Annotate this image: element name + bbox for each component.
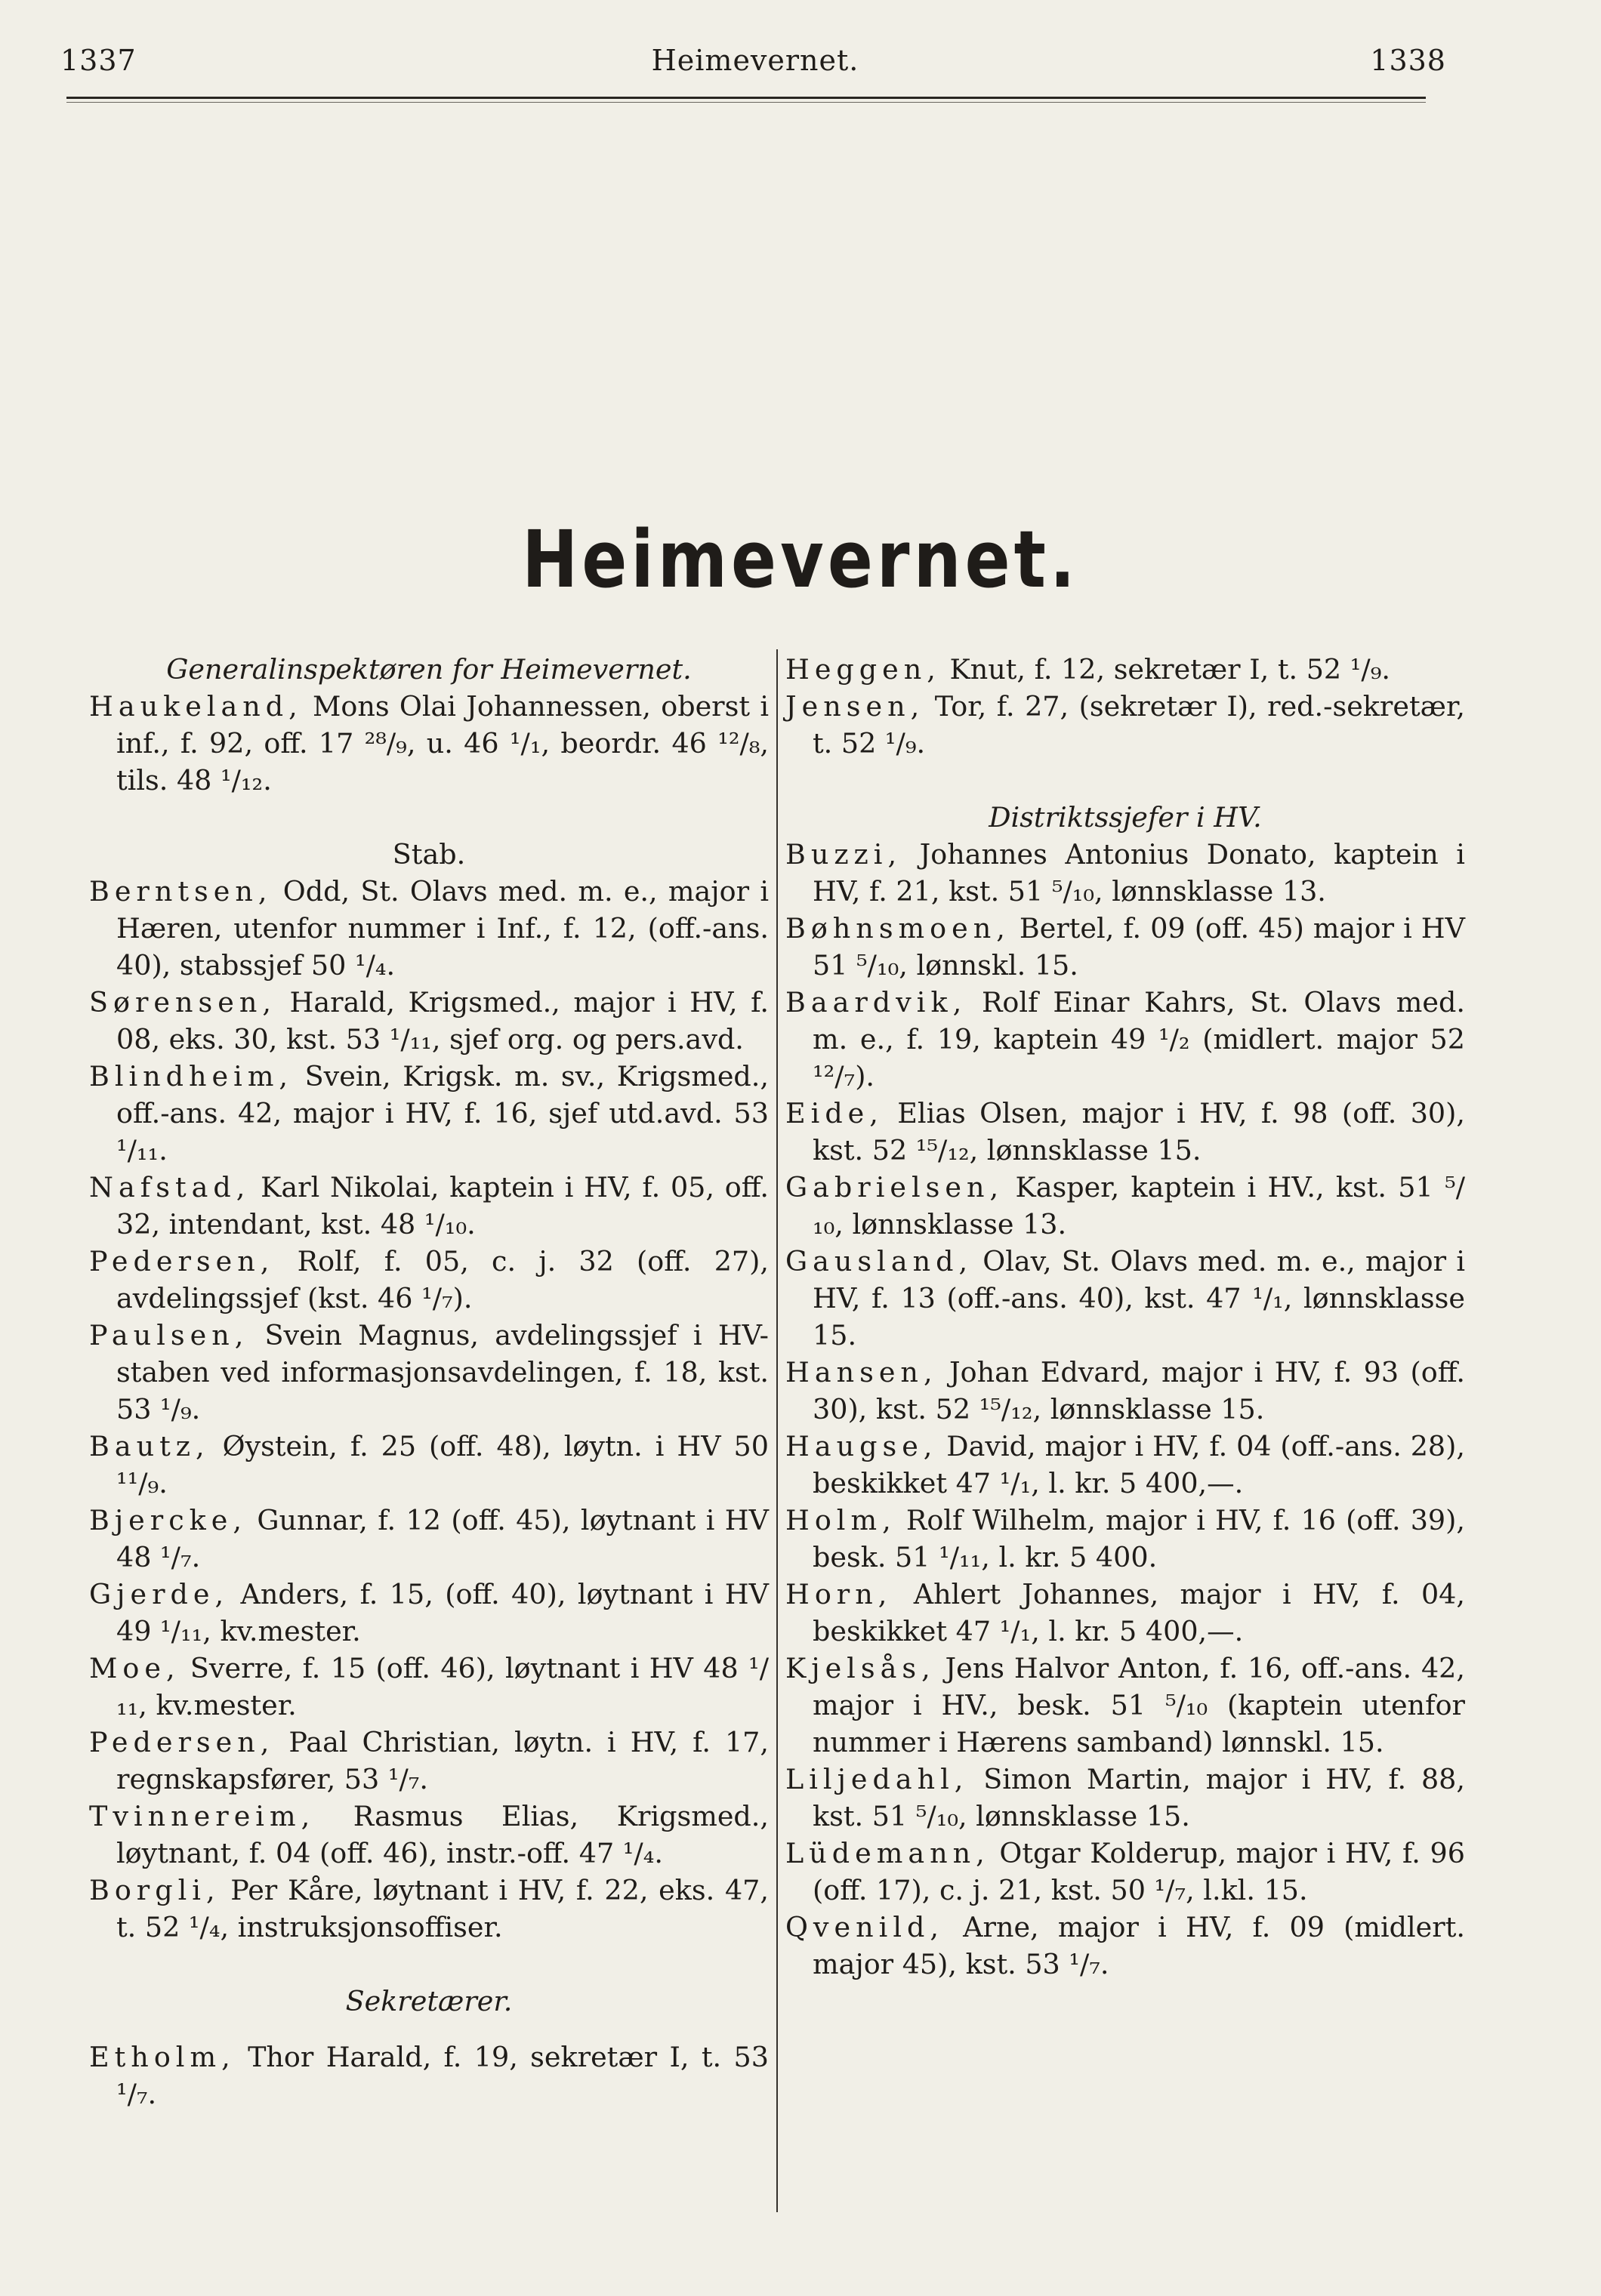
entry-text: Harald, Krigsmed., major i HV, f. 08, eks. 30, kst. 53 ¹/₁₁, sjef org. og pers.avd. — [116, 986, 769, 1056]
entry-text: Knut, f. 12, sekretær I, t. 52 ¹/₉. — [940, 653, 1390, 686]
entry-name: Tvinnereim, — [89, 1800, 316, 1832]
entry — [785, 1169, 1465, 1243]
entry-text: Gunnar, f. 12 (off. 45), løytnant i HV 48 ¹/₇. — [116, 1504, 769, 1573]
entry-text: Karl Nikolai, kaptein i HV, f. 05, off. 32, intendant, kst. 48 ¹/₁₀. — [116, 1171, 769, 1240]
entry — [785, 651, 1465, 688]
entry-name: Gjerde, — [89, 1578, 230, 1610]
right-page-number: 1338 — [1370, 44, 1446, 77]
entry-name: Pedersen, — [89, 1726, 275, 1758]
entry-text: Otgar Kolderup, major i HV, f. 96 (off. 17), c. j. 21, kst. 50 ¹/₇, l.kl. 15. — [813, 1837, 1465, 1906]
entry-name: Kjelsås, — [785, 1652, 936, 1684]
entry — [785, 688, 1465, 762]
entry — [89, 1798, 769, 1872]
entry-name: Bøhnsmoen, — [785, 912, 1010, 945]
entry-text: Paal Christian, løytn. i HV, f. 17, regnskapsfører, 53 ¹/₇. — [116, 1726, 769, 1795]
entry-name: Etholm, — [89, 2041, 236, 2073]
entry — [785, 984, 1465, 1095]
entry-text: Johannes Antonius Donato, kaptein i HV, f. 21, kst. 51 ⁵/₁₀, lønnsklasse 13. — [813, 838, 1465, 908]
entry — [89, 688, 769, 799]
left-column — [89, 651, 769, 2113]
entry-name: Haugse, — [785, 1430, 938, 1462]
section-heading-sekretaerer: Sekretærer. — [345, 1985, 513, 2017]
entry — [89, 1872, 769, 1946]
entry — [89, 1650, 769, 1724]
entry-text: Rolf Wilhelm, major i HV, f. 16 (off. 39), besk. 51 ¹/₁₁, l. kr. 5 400. — [813, 1504, 1465, 1573]
entry — [89, 1502, 769, 1576]
section-heading-generalinspektor: Generalinspektøren for Heimevernet. — [166, 653, 692, 686]
right-column — [785, 651, 1465, 1983]
entry — [89, 2039, 769, 2113]
entry — [89, 1428, 769, 1502]
column-divider — [776, 649, 778, 2212]
entry — [89, 1576, 769, 1650]
entry-name: Jensen, — [785, 690, 925, 723]
entry-text: Johan Edvard, major i HV, f. 93 (off. 30), kst. 52 ¹⁵/₁₂, lønnsklasse 15. — [813, 1356, 1465, 1425]
entry-name: Holm, — [785, 1504, 896, 1536]
entry-text: Odd, St. Olavs med. m. e., major i Hæren, utenfor nummer i Inf., f. 12, (off.-ans. 40), stabssjef 50 ¹/₄. — [116, 875, 769, 982]
entry — [785, 1354, 1465, 1428]
entry-text: Simon Martin, major i HV, f. 88, kst. 51 ⁵/₁₀, lønnsklasse 15. — [813, 1763, 1465, 1832]
entry-name: Qvenild, — [785, 1911, 944, 1943]
left-page-number: 1337 — [60, 44, 137, 77]
entry-name: Baardvik, — [785, 986, 967, 1019]
running-header — [0, 44, 1601, 89]
entry-text: Arne, major i HV, f. 09 (midlert. major 45), kst. 53 ¹/₇. — [813, 1911, 1465, 1980]
entry-text: Mons Olai Johannessen, oberst i inf., f. 92, off. 17 ²⁸/₉, u. 46 ¹/₁, beordr. 46 ¹²/₈, tils. 48 ¹/₁₂. — [116, 690, 769, 797]
header-rule — [66, 97, 1426, 99]
entry — [785, 1428, 1465, 1502]
page-title: Heimevernet. — [522, 513, 1079, 606]
entry-text: Øystein, f. 25 (off. 48), løytn. i HV 50 ¹¹/₉. — [116, 1430, 769, 1499]
entry-text: Per Kåre, løytnant i HV, f. 22, eks. 47, t. 52 ¹/₄, instruksjonsoffiser. — [116, 1874, 769, 1943]
entry-name: Gausland, — [785, 1245, 973, 1277]
entry — [89, 1058, 769, 1169]
entry-name: Moe, — [89, 1652, 180, 1684]
running-title: Heimevernet. — [651, 44, 859, 77]
entry — [89, 873, 769, 984]
entry-text: Rolf Einar Kahrs, St. Olavs med. m. e., f. 19, kaptein 49 ¹/₂ (midlert. major 52 ¹²/₇). — [813, 986, 1465, 1093]
entry — [89, 1169, 769, 1243]
entry-text: Tor, f. 27, (sekretær I), red.-sekretær, t. 52 ¹/₉. — [813, 690, 1465, 760]
entry-name: Berntsen, — [89, 875, 273, 908]
entry-name: Lüdemann, — [785, 1837, 990, 1869]
entry-name: Nafstad, — [89, 1171, 251, 1203]
entry — [89, 984, 769, 1058]
entry-text: Anders, f. 15, (off. 40), løytnant i HV 49 ¹/₁₁, kv.mester. — [116, 1578, 769, 1647]
entry — [785, 910, 1465, 984]
entry-name: Bjercke, — [89, 1504, 247, 1536]
header-rule-thin — [66, 102, 1426, 103]
entry-text: Thor Harald, f. 19, sekretær I, t. 53 ¹/₇. — [116, 2041, 769, 2110]
entry-name: Paulsen, — [89, 1319, 249, 1351]
entry — [785, 1243, 1465, 1354]
entry — [785, 1095, 1465, 1169]
entry-text: Bertel, f. 09 (off. 45) major i HV 51 ⁵/₁₀, lønnskl. 15. — [813, 912, 1465, 982]
entry-text: Sverre, f. 15 (off. 46), løytnant i HV 48 ¹/₁₁, kv.mester. — [116, 1652, 769, 1721]
entry-name: Pedersen, — [89, 1245, 275, 1277]
entry — [785, 836, 1465, 910]
entry — [89, 1317, 769, 1428]
entry-name: Heggen, — [785, 653, 941, 686]
entry-name: Bautz, — [89, 1430, 210, 1462]
entry-name: Blindheim, — [89, 1060, 294, 1093]
entry-name: Hansen, — [785, 1356, 938, 1388]
entry — [89, 1243, 769, 1317]
entry-name: Haukeland, — [89, 690, 303, 723]
entry-text: Jens Halvor Anton, f. 16, off.-ans. 42, major i HV., besk. 51 ⁵/₁₀ (kaptein utenfor nummer i Hærens samband) lønnskl. 15. — [813, 1652, 1465, 1758]
entry-text: Olav, St. Olavs med. m. e., major i HV, f. 13 (off.-ans. 40), kst. 47 ¹/₁, lønnsklasse 15. — [813, 1245, 1465, 1351]
entry — [785, 1502, 1465, 1576]
entry — [785, 1835, 1465, 1909]
entry-name: Liljedahl, — [785, 1763, 969, 1795]
entry-text: Rasmus Elias, Krigsmed., løytnant, f. 04 (off. 46), instr.-off. 47 ¹/₄. — [116, 1800, 769, 1869]
entry — [785, 1576, 1465, 1650]
entry — [89, 1724, 769, 1798]
entry — [785, 1761, 1465, 1835]
entry — [785, 1909, 1465, 1983]
entry-name: Sørensen, — [89, 986, 276, 1019]
entry-text: Rolf, f. 05, c. j. 32 (off. 27), avdelingssjef (kst. 46 ¹/₇). — [116, 1245, 769, 1314]
entry-text: Elias Olsen, major i HV, f. 98 (off. 30), kst. 52 ¹⁵/₁₂, lønnsklasse 15. — [813, 1097, 1465, 1166]
section-heading-stab: Stab. — [392, 838, 466, 871]
entry-text: Svein, Krigsk. m. sv., Krigsmed., off.-ans. 42, major i HV, f. 16, sjef utd.avd. 53 ¹/₁₁. — [116, 1060, 769, 1166]
entry-text: David, major i HV, f. 04 (off.-ans. 28), beskikket 47 ¹/₁, l. kr. 5 400,—. — [813, 1430, 1465, 1499]
entry-text: Svein Magnus, avdelingssjef i HV-staben ved informasjonsavdelingen, f. 18, kst. 53 ¹/₉. — [116, 1319, 769, 1425]
entry-name: Borgli, — [89, 1874, 221, 1906]
entry-name: Buzzi, — [785, 838, 902, 871]
entry-text: Kasper, kaptein i HV., kst. 51 ⁵/₁₀, lønnsklasse 13. — [813, 1171, 1465, 1240]
entry-text: Ahlert Johannes, major i HV, f. 04, beskikket 47 ¹/₁, l. kr. 5 400,—. — [813, 1578, 1465, 1647]
entry-name: Eide, — [785, 1097, 884, 1130]
entry-name: Horn, — [785, 1578, 893, 1610]
section-heading-distriktssjefer: Distriktssjefer i HV. — [989, 801, 1262, 834]
entry — [785, 1650, 1465, 1761]
entry-name: Gabrielsen, — [785, 1171, 1004, 1203]
